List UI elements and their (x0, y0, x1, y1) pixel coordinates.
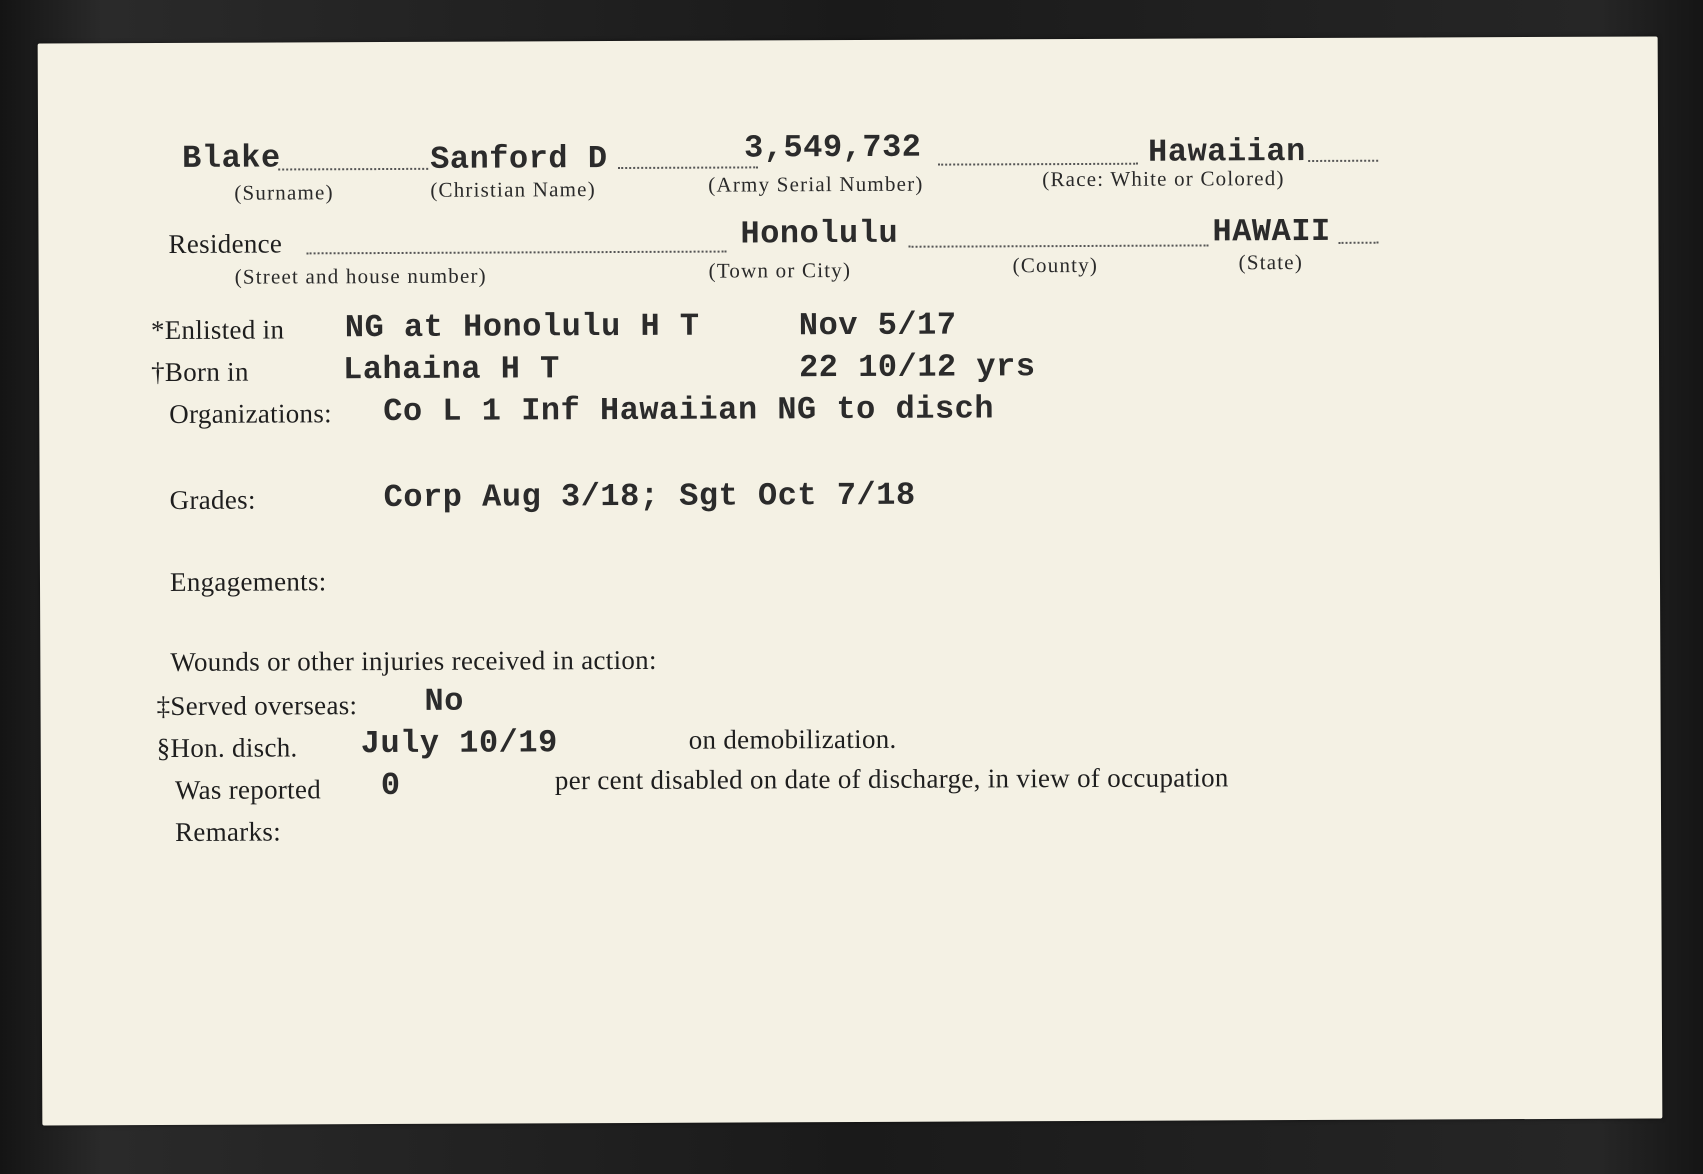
discharge-date: July 10/19 (360, 724, 558, 763)
serial-number-caption: (Army Serial Number) (708, 171, 924, 197)
discharge-label: §Hon. disch. (156, 732, 298, 764)
grades-value: Corp Aug 3/18; Sgt Oct 7/18 (383, 476, 916, 517)
grades-label: Grades: (169, 484, 256, 515)
race-caption: (Race: White or Colored) (1042, 166, 1285, 192)
born-label: †Born in (151, 356, 249, 388)
serial-dotted-line (938, 163, 1138, 166)
discharge-suffix: on demobilization. (688, 723, 897, 755)
christian-name-dotted-line (618, 166, 758, 169)
engagements-label: Engagements: (169, 566, 327, 597)
town-caption: (Town or City) (708, 257, 852, 283)
christian-name-value: Sanford D (430, 140, 608, 178)
county-caption: (County) (1012, 252, 1099, 278)
reported-suffix: per cent disabled on date of discharge, in view of occupation (554, 762, 1229, 796)
born-value: Lahaina H T (342, 350, 560, 389)
enlisted-label: *Enlisted in (150, 314, 285, 346)
overseas-label: ‡Served overseas: (156, 690, 358, 722)
christian-name-caption: (Christian Name) (430, 177, 596, 202)
surname-dotted-line (278, 168, 428, 171)
reported-value: 0 (380, 766, 401, 805)
wounds-label: Wounds or other injuries received in action: (170, 644, 657, 677)
state-value: HAWAII (1212, 212, 1331, 251)
service-record-card (38, 36, 1663, 1125)
overseas-value: No (424, 682, 465, 720)
remarks-label: Remarks: (175, 816, 282, 847)
race-dotted-line (1308, 160, 1378, 162)
reported-label: Was reported (174, 774, 322, 805)
organizations-label: Organizations: (169, 398, 333, 429)
enlisted-value: NG at Honolulu H T (344, 307, 700, 347)
surname-caption: (Surname) (234, 180, 334, 205)
serial-number-value: 3,549,732 (744, 128, 922, 167)
residence-dotted-line (307, 251, 727, 255)
state-caption: (State) (1238, 250, 1304, 275)
surname-value: Blake (182, 139, 281, 177)
town-dotted-line (909, 244, 1209, 247)
organizations-value: Co L 1 Inf Hawaiian NG to disch (383, 390, 995, 431)
age-value: 22 10/12 yrs (798, 348, 1036, 387)
state-dotted-line (1339, 242, 1379, 244)
residence-label: Residence (168, 228, 283, 259)
street-caption: (Street and house number) (234, 263, 487, 289)
race-value: Hawaiian (1148, 133, 1306, 171)
town-value: Honolulu (740, 214, 899, 253)
enlisted-date: Nov 5/17 (798, 306, 957, 345)
